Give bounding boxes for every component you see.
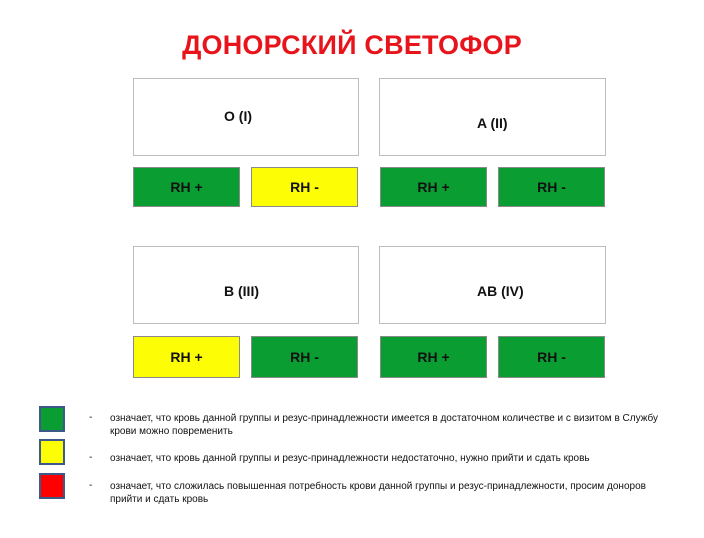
rh-label: RH - [537, 349, 566, 365]
legend-swatch-yellow [39, 439, 65, 465]
legend-text-green: означает, что кровь данной группы и резус-принадлежности имеется в достаточном количестве и с визитом в Службу крови можно повременить [110, 413, 659, 437]
legend-dash: - [89, 452, 93, 463]
group-label-o: O (I) [224, 108, 252, 124]
legend-swatch-red [39, 473, 65, 499]
rh-label: RH - [290, 179, 319, 195]
rh-cell-ab-negative [498, 336, 605, 378]
rh-label: RH + [417, 349, 450, 365]
rh-label: RH - [537, 179, 566, 195]
rh-cell-ab-positive [380, 336, 487, 378]
legend-text-red: означает, что сложилась повышенная потребность крови данной группы и резус-принадлежности, просим доноров прийти и сдать кровь [110, 481, 646, 505]
rh-label: RH + [170, 179, 203, 195]
rh-label: RH - [290, 349, 319, 365]
rh-cell-b-negative [251, 336, 358, 378]
group-label-a: A (II) [477, 115, 508, 131]
rh-label: RH + [170, 349, 203, 365]
legend-dash: - [89, 412, 93, 423]
rh-cell-o-positive [133, 167, 240, 207]
page-title: ДОНОРСКИЙ СВЕТОФОР [182, 30, 522, 60]
rh-label: RH + [417, 179, 450, 195]
legend-dash: - [89, 480, 93, 491]
legend-swatch-green [39, 406, 65, 432]
rh-cell-b-positive [133, 336, 240, 378]
group-label-ab: AB (IV) [477, 283, 524, 299]
rh-cell-a-positive [380, 167, 487, 207]
rh-cell-a-negative [498, 167, 605, 207]
group-label-b: B (III) [224, 283, 259, 299]
legend-text-yellow: означает, что кровь данной группы и резус-принадлежности недостаточно, нужно прийти и сдать кровь [110, 453, 590, 464]
rh-cell-o-negative [251, 167, 358, 207]
